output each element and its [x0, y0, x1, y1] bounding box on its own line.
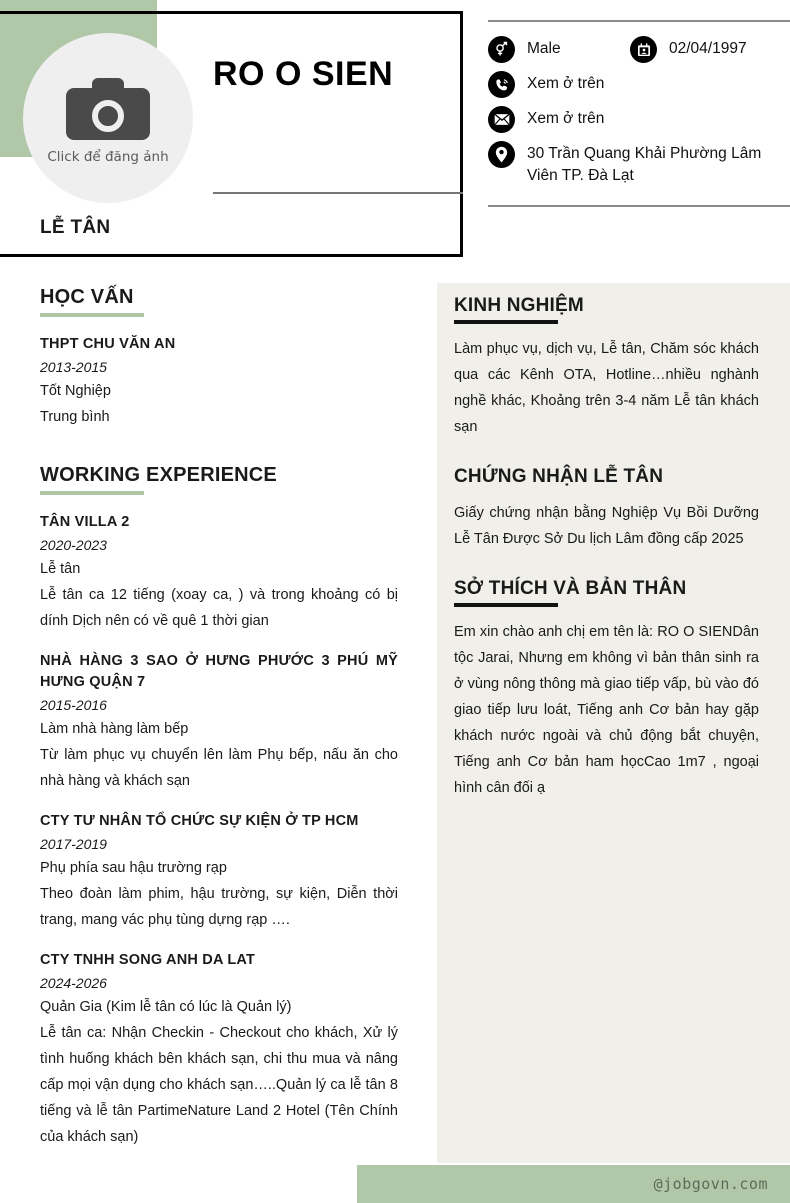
education-grade: Trung bình [40, 409, 110, 425]
contact-gender-value: Male [527, 40, 561, 57]
education-underline [40, 313, 144, 317]
footer-watermark: @jobgovn.com [653, 1175, 768, 1193]
contact-phone [488, 71, 790, 98]
job-company: TÂN VILLA 2 [40, 514, 130, 530]
education-status: Tốt Nghiệp [40, 383, 111, 399]
job-date: 2015-2016 [40, 697, 107, 713]
envelope-icon [488, 106, 515, 133]
job-role: Quản Gia (Kim lễ tân có lúc là Quản lý) [40, 999, 292, 1015]
gender-icon [488, 36, 515, 63]
section-experience-summary [454, 295, 759, 440]
right-panel [437, 283, 790, 1163]
job-entry [40, 811, 398, 933]
contact-email-value[interactable]: Xem ở trên [527, 110, 605, 127]
job-description: Từ làm phục vụ chuyển lên làm Phụ bếp, nấu ăn cho nhà hàng và khách sạn [40, 747, 398, 789]
job-entry [40, 950, 398, 1150]
education-entry [40, 334, 398, 430]
contact-birthday [630, 36, 747, 63]
contact-birthday-value: 02/04/1997 [669, 40, 747, 57]
avatar-upload[interactable] [23, 33, 193, 203]
job-description: Lễ tân ca 12 tiếng (xoay ca, ) và trong khoảng có bị dính Dịch nên có về quê 1 thời gian [40, 587, 398, 629]
job-company: CTY TƯ NHÂN TỔ CHỨC SỰ KIỆN Ở TP HCM [40, 813, 359, 829]
job-date: 2017-2019 [40, 836, 107, 852]
hobbies-underline [454, 603, 558, 607]
certificate-body: Giấy chứng nhận bằng Nghiệp Vụ Bồi Dưỡng Lễ Tân Được Sở Du lịch Lâm đồng cấp 2025 [454, 505, 759, 547]
section-certificate [454, 466, 759, 552]
job-date: 2020-2023 [40, 537, 107, 553]
location-pin-icon [488, 141, 515, 168]
job-company: NHÀ HÀNG 3 SAO Ở HƯNG PHƯỚC 3 PHÚ MỸ HƯNG QUẬN 7 [40, 653, 398, 690]
contact-gender [488, 36, 630, 63]
footer-bar [357, 1165, 790, 1203]
section-education [40, 286, 398, 430]
contact-block [488, 20, 790, 207]
job-entry [40, 651, 398, 794]
contact-email [488, 106, 790, 133]
working-experience-underline [40, 491, 144, 495]
education-date: 2013-2015 [40, 359, 107, 375]
section-title-experience-summary: KINH NGHIỆM [454, 295, 584, 316]
right-column [454, 295, 759, 827]
job-description: Theo đoàn làm phim, hậu trường, sự kiện, Diễn thời trang, mang vác phụ tùng dựng rạp …. [40, 886, 398, 928]
experience-summary-body: Làm phục vụ, dịch vụ, Lễ tân, Chăm sóc khách qua các Kênh OTA, Hotline…nhiều nghành nghề khác, Khoảng trên 3-4 năm Lễ tân khách sạn [454, 341, 759, 435]
job-date: 2024-2026 [40, 975, 107, 991]
contact-phone-value[interactable]: Xem ở trên [527, 75, 605, 92]
contact-address [488, 141, 790, 187]
camera-icon [66, 78, 150, 140]
page-title: RO O SIEN [213, 55, 394, 93]
hobbies-body: Em xin chào anh chị em tên là: RO O SIENDân tộc Jarai, Nhưng em không vì bản thân sinh ra ở vùng nông thông mà giao tiếp vấp, bù vào đó giao tiếp lưu loát, Tiếng anh Cơ bản hay gặp khách nước ngoài và chủ động bắt chuyện, Tiếng anh Cơ bản ham họcCao 1m7 , ngoại hình cân đối ạ [454, 624, 759, 796]
calendar-icon [630, 36, 657, 63]
job-role: Lễ tân [40, 561, 81, 577]
section-title-certificate: CHỨNG NHẬN LỄ TÂN [454, 466, 664, 487]
contact-bottom-divider [488, 205, 790, 207]
section-title-working-experience: WORKING EXPERIENCE [40, 464, 277, 486]
name-divider [213, 192, 463, 194]
experience-summary-underline [454, 320, 558, 324]
section-working-experience [40, 464, 398, 1150]
job-description: Lễ tân ca: Nhận Checkin - Checkout cho khách, Xử lý tình huống khách bên khách sạn, chi thu mua và nâng cấp mọi vận dụng cho khách sạn…..Quản lý ca lễ tân 8 tiếng và lễ tân PartimeNature Land 2 Hotel (Tên Chính của khách sạn) [40, 1025, 398, 1145]
job-role: Phụ phía sau hậu trường rạp [40, 860, 227, 876]
job-role: LỄ TÂN [40, 217, 111, 238]
job-company: CTY TNHH SONG ANH DA LAT [40, 952, 256, 968]
job-entry [40, 512, 398, 634]
education-school: THPT CHU VĂN AN [40, 336, 176, 352]
section-hobbies [454, 578, 759, 801]
section-title-hobbies: SỞ THÍCH VÀ BẢN THÂN [454, 578, 687, 599]
section-title-education: HỌC VẤN [40, 286, 134, 308]
avatar-caption: Click để đăng ảnh [47, 148, 169, 165]
contact-row-gender-birthday [488, 36, 790, 63]
left-column [40, 286, 398, 1150]
phone-icon [488, 71, 515, 98]
contact-address-value: 30 Trần Quang Khải Phường Lâm Viên TP. Đà Lạt [527, 145, 762, 184]
job-role: Làm nhà hàng làm bếp [40, 721, 189, 737]
